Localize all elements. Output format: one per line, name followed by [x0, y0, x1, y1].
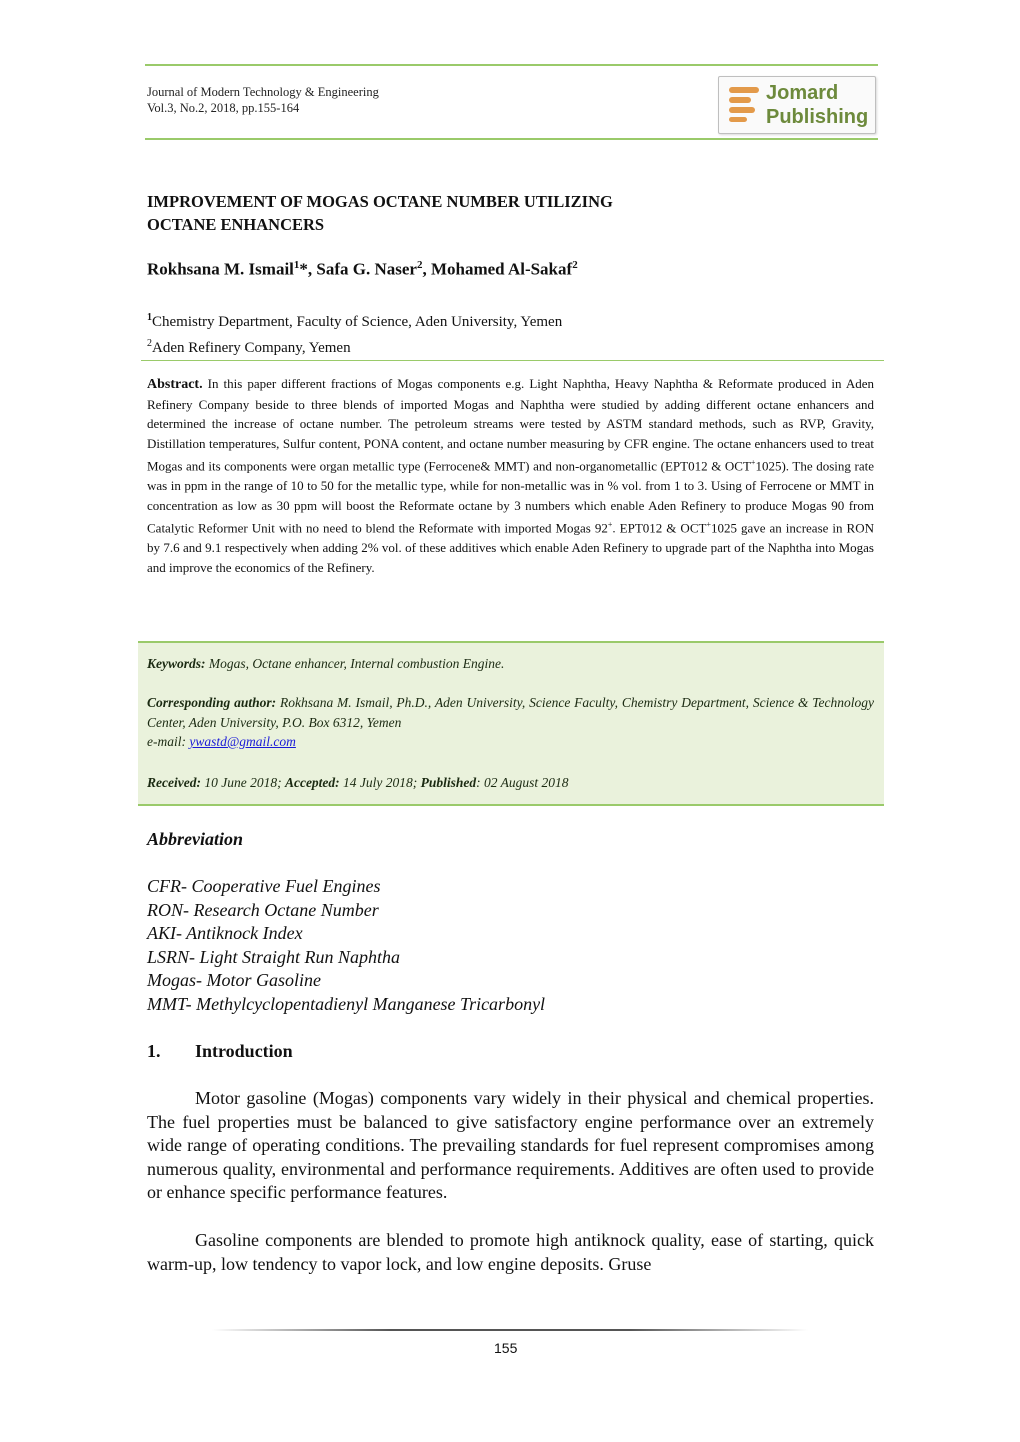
abbreviation-item: AKI- Antiknock Index — [147, 923, 303, 944]
page-number: 155 — [494, 1340, 518, 1356]
title-line-2: OCTANE ENHANCERS — [147, 215, 325, 234]
abstract: Abstract. In this paper different fractions of Mogas components e.g. Light Naphtha, Heavy Naphtha & Reformate produced in Aden Refinery Company beside to three blends of imported Mogas and Naphtha were studied by adding different octane enhancers and determined the increase of octane number. The petroleum streams were tested by ASTM standard methods, such as RVP, Gravity, Distillation temperatures, Sulfur content, PONA content, and octane number measuring by CFR engine. The octane enhancers used to treat Mogas and its components were organ metallic type (Ferrocene& MMT) and non-organometallic (EPT012 & OCT+1025). The dosing rate was in ppm in the range of 10 to 50 for the metallic type, while for non-metallic was in % vol. from 1 to 3. Using of Ferrocene or MMT in concentration as low as 30 ppm will boost the Reformate octane by 3 numbers which enable Aden Refinery to produce Mogas 90 from Catalytic Reformer Unit with no need to blend the Reformate with imported Mogas 92+. EPT012 & OCT+1025 gave an increase in RON by 7.6 and 9.1 respectively when adding 2% vol. of these additives which enable Aden Refinery to upgrade part of the Naphtha into Mogas and improve the economics of the Refinery. — [147, 376, 874, 575]
abbreviation-item: MMT- Methylcyclopentadienyl Manganese Tricarbonyl — [147, 993, 546, 1014]
affiliation-2: $^2$Aden Refinery Company, Yemen — [147, 338, 351, 356]
abbreviation-heading: Abbreviation — [147, 829, 244, 849]
logo-mark-icon — [727, 84, 761, 124]
corresponding-author: Corresponding author: Rokhsana M. Ismail, Ph.D., Aden University, Science Faculty, Chemistry Department, Science & Technology Center, Aden University, P.O. Box 6312, Yemen e-mail: ywastd@gmail.com — [147, 695, 874, 749]
article-dates: Received: 10 June 2018; Accepted: 14 July 2018; Published: 02 August 2018 — [147, 775, 569, 790]
paper-title — [147, 190, 867, 236]
header-bottom-rule — [145, 138, 878, 140]
logo-text-jomard: Jomard — [766, 82, 839, 104]
abstract-rule — [141, 360, 884, 361]
journal-volume: Vol.3, No.2, 2018, pp.155-164 — [147, 101, 300, 115]
author-1-affil: 1 — [293, 259, 300, 271]
affiliations — [147, 307, 562, 359]
abbreviation-item: RON- Research Octane Number — [147, 899, 379, 920]
email-link[interactable]: ywastd@gmail.com — [189, 734, 296, 749]
affiliation-1: $^1$Chemistry Department, Faculty of Science, Aden University, Yemen — [147, 312, 563, 330]
journal-name: Journal of Modern Technology & Engineering — [147, 85, 379, 99]
abbreviation-item: CFR- Cooperative Fuel Engines — [147, 876, 381, 896]
author-separator: , — [422, 259, 431, 279]
keywords: Keywords: Mogas, Octane enhancer, Internal combustion Engine. — [147, 656, 505, 671]
author-3-affil: 2 — [572, 259, 578, 271]
author-3: Mohamed Al-Sakaf — [430, 259, 573, 279]
corresponding-mark: *, — [299, 259, 317, 279]
author-list — [147, 259, 578, 280]
body-paragraph-1: Motor gasoline (Mogas) components vary widely in their physical and chemical properties. The fuel properties must be balanced to give satisfactory engine performance over an extremely wide range of operating conditions. The prevailing standards for fuel represent compromises among numerous quality, environmental and performance requirements. Additives are often used to provide or enhance specific performance features. — [147, 1088, 874, 1202]
article-info-box — [138, 641, 884, 806]
logo-text-publishing: Publishing — [766, 106, 869, 128]
publisher-logo — [718, 76, 876, 134]
abbreviation-item: Mogas- Motor Gasoline — [147, 970, 321, 991]
title-line-1: IMPROVEMENT OF MOGAS OCTANE NUMBER UTILIZING — [147, 192, 613, 211]
body-paragraph-2: Gasoline components are blended to promote high antiknock quality, ease of starting, quick warm-up, low tendency to vapor lock, and low engine deposits. Gruse — [147, 1230, 874, 1274]
author-2: Safa G. Naser — [316, 259, 417, 279]
section-number: 1. — [147, 1041, 161, 1061]
header-top-rule — [145, 64, 878, 66]
section-title: Introduction — [195, 1041, 293, 1061]
author-1: Rokhsana M. Ismail — [147, 259, 294, 279]
section-heading — [147, 1041, 293, 1062]
abbreviation-list — [147, 875, 545, 1017]
abstract-label: Abstract. — [147, 377, 203, 392]
journal-info — [147, 84, 379, 116]
author-2-affil: 2 — [416, 259, 423, 271]
footer-rule — [212, 1329, 808, 1331]
abbreviation-item: LSRN- Light Straight Run Naphtha — [147, 946, 401, 967]
